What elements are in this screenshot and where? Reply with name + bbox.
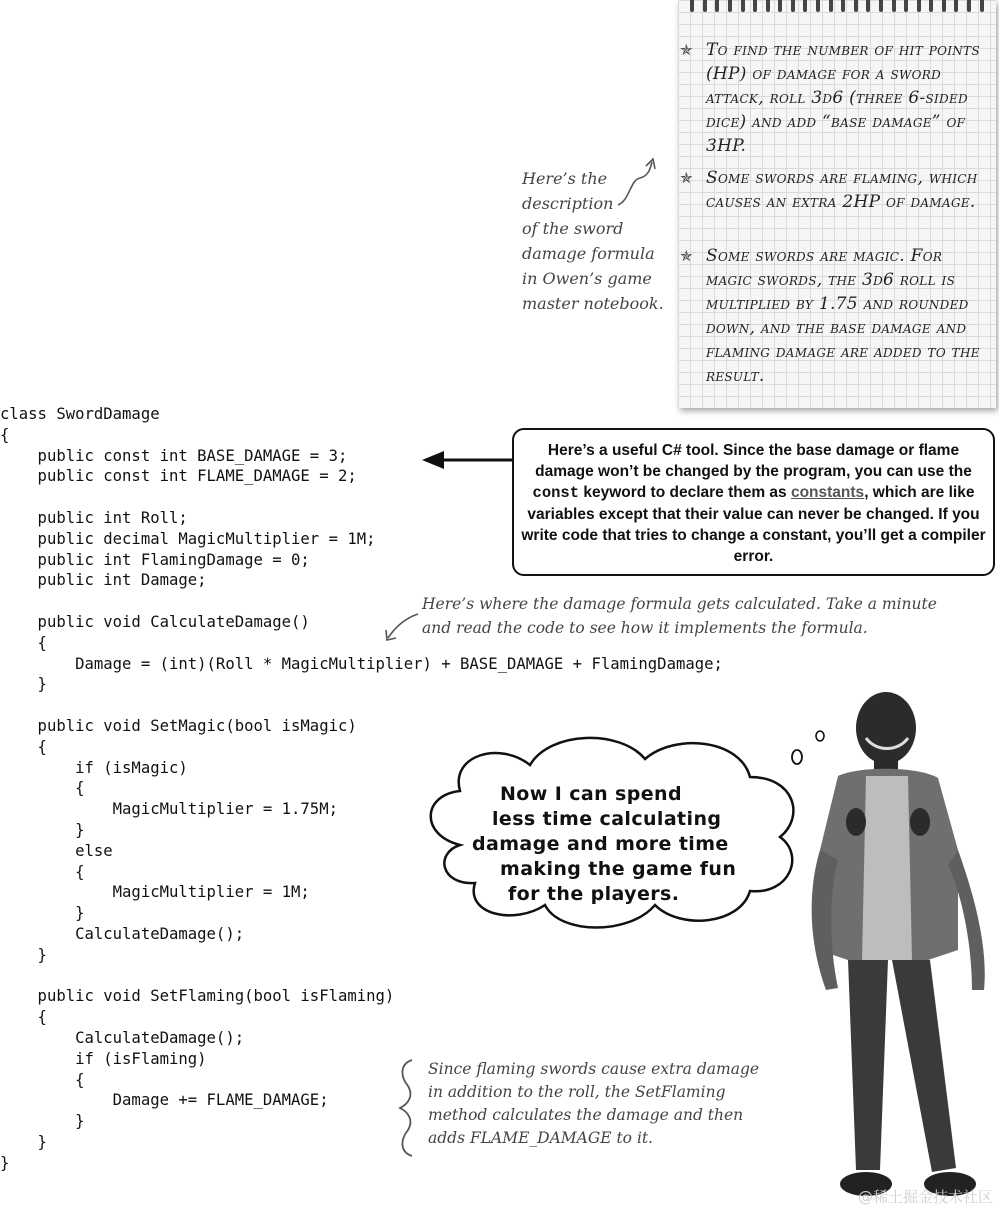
code-line: public void SetFlaming(bool isFlaming)	[0, 987, 395, 1006]
code-line: public void CalculateDamage()	[0, 612, 310, 631]
code-line: }	[0, 945, 47, 964]
code-line: public const int FLAME_DAMAGE = 2;	[0, 467, 357, 486]
callout-term: constants	[790, 484, 865, 501]
callout-keyword: const	[532, 484, 580, 502]
code-line: {	[0, 633, 47, 652]
notebook-item	[678, 244, 988, 388]
annotation-line: damage formula	[522, 244, 655, 263]
code-line: MagicMultiplier = 1M;	[0, 883, 310, 902]
bubble-line: less time calculating	[492, 808, 722, 830]
code-line: if (isMagic)	[0, 758, 188, 777]
code-line	[0, 695, 723, 716]
person-illustration	[808, 690, 998, 1210]
formula-annotation-arrow	[378, 608, 428, 648]
annotation-line: and read the code to see how it implements the formula.	[422, 619, 868, 637]
star-icon: ✯	[680, 41, 693, 59]
annotation-line: Here’s where the damage formula gets calculated. Take a minute	[422, 595, 937, 613]
code-line: MagicMultiplier = 1.75M;	[0, 800, 338, 819]
bubble-line: making the game fun	[500, 858, 737, 880]
bubble-line: damage and more time	[472, 833, 729, 855]
annotation-line: Here’s the	[522, 169, 608, 188]
notebook-item-text: Some swords are magic. For magic swords, the 3d6 roll is multiplied by 1.75 and rounded down, and the base damage and flaming damage are added to the result.	[706, 246, 980, 386]
code-line: }	[0, 1132, 47, 1151]
notebook-item-text: Some swords are flaming, which causes an extra 2HP of damage.	[706, 168, 978, 212]
annotation-line: in addition to the roll, the SetFlaming	[428, 1083, 726, 1101]
code-line: {	[0, 737, 47, 756]
code-line: }	[0, 1112, 85, 1131]
code-line: public int Roll;	[0, 508, 188, 527]
callout-arrow	[418, 448, 518, 472]
code-line: if (isFlaming)	[0, 1049, 207, 1068]
annotation-line: method calculates the damage and then	[428, 1106, 744, 1124]
code-line: else	[0, 841, 113, 860]
annotation-line: of the sword	[522, 219, 624, 238]
code-line: {	[0, 779, 85, 798]
annotation-line: description	[522, 194, 614, 213]
annotation-line: Since flaming swords cause extra damage	[428, 1060, 760, 1078]
code-line: {	[0, 425, 10, 444]
code-line: {	[0, 1008, 47, 1027]
thought-bubble-text	[470, 782, 790, 907]
notebook-item	[678, 38, 988, 158]
code-line: CalculateDamage();	[0, 924, 245, 943]
code-line: }	[0, 904, 85, 923]
star-icon: ✯	[680, 247, 693, 265]
star-icon: ✯	[680, 169, 693, 187]
code-line: public const int BASE_DAMAGE = 3;	[0, 446, 348, 465]
notebook-annotation-arrow	[600, 150, 670, 220]
code-line: public int FlamingDamage = 0;	[0, 550, 310, 569]
callout-text: , which are like variables except that their value can never be changed. If you write code that tries to change a constant, you’ll get a compiler error.	[521, 484, 986, 565]
code-line: }	[0, 675, 47, 694]
code-line: {	[0, 1070, 85, 1089]
annotation-line: master notebook.	[522, 294, 664, 313]
notebook-spiral	[678, 0, 996, 16]
code-line: class SwordDamage	[0, 405, 160, 423]
code-line: CalculateDamage();	[0, 1028, 245, 1047]
watermark: @稀土掘金技术社区	[857, 1188, 993, 1206]
formula-annotation	[422, 592, 982, 640]
flaming-annotation-brace	[394, 1056, 424, 1160]
callout-text: keyword to declare them as	[579, 484, 791, 501]
code-line: public void SetMagic(bool isMagic)	[0, 716, 357, 735]
bubble-line: for the players.	[508, 883, 680, 905]
bubble-line: Now I can spend	[500, 783, 682, 805]
code-line: public int Damage;	[0, 571, 207, 590]
code-line: {	[0, 862, 85, 881]
notebook-item-text: To find the number of hit points (HP) of damage for a sword attack, roll 3d6 (three 6-sided dice) and add “base damage” of 3HP.	[706, 40, 980, 156]
code-line: public decimal MagicMultiplier = 1M;	[0, 529, 376, 548]
flaming-annotation	[428, 1058, 788, 1150]
callout-text: Here’s a useful C# tool. Since the base damage or flame damage won’t be changed by the program, you can use the	[535, 442, 972, 480]
code-line	[0, 966, 723, 987]
annotation-line: in Owen’s game	[522, 269, 652, 288]
code-line: Damage = (int)(Roll * MagicMultiplier) + BASE_DAMAGE + FlamingDamage;	[0, 654, 723, 673]
notebook-page	[678, 0, 996, 408]
code-line: Damage += FLAME_DAMAGE;	[0, 1091, 329, 1110]
code-line: }	[0, 820, 85, 839]
callout-box	[512, 428, 995, 576]
notebook-item	[678, 166, 988, 214]
annotation-line: adds FLAME_DAMAGE to it.	[428, 1129, 654, 1147]
code-line: }	[0, 1153, 10, 1172]
